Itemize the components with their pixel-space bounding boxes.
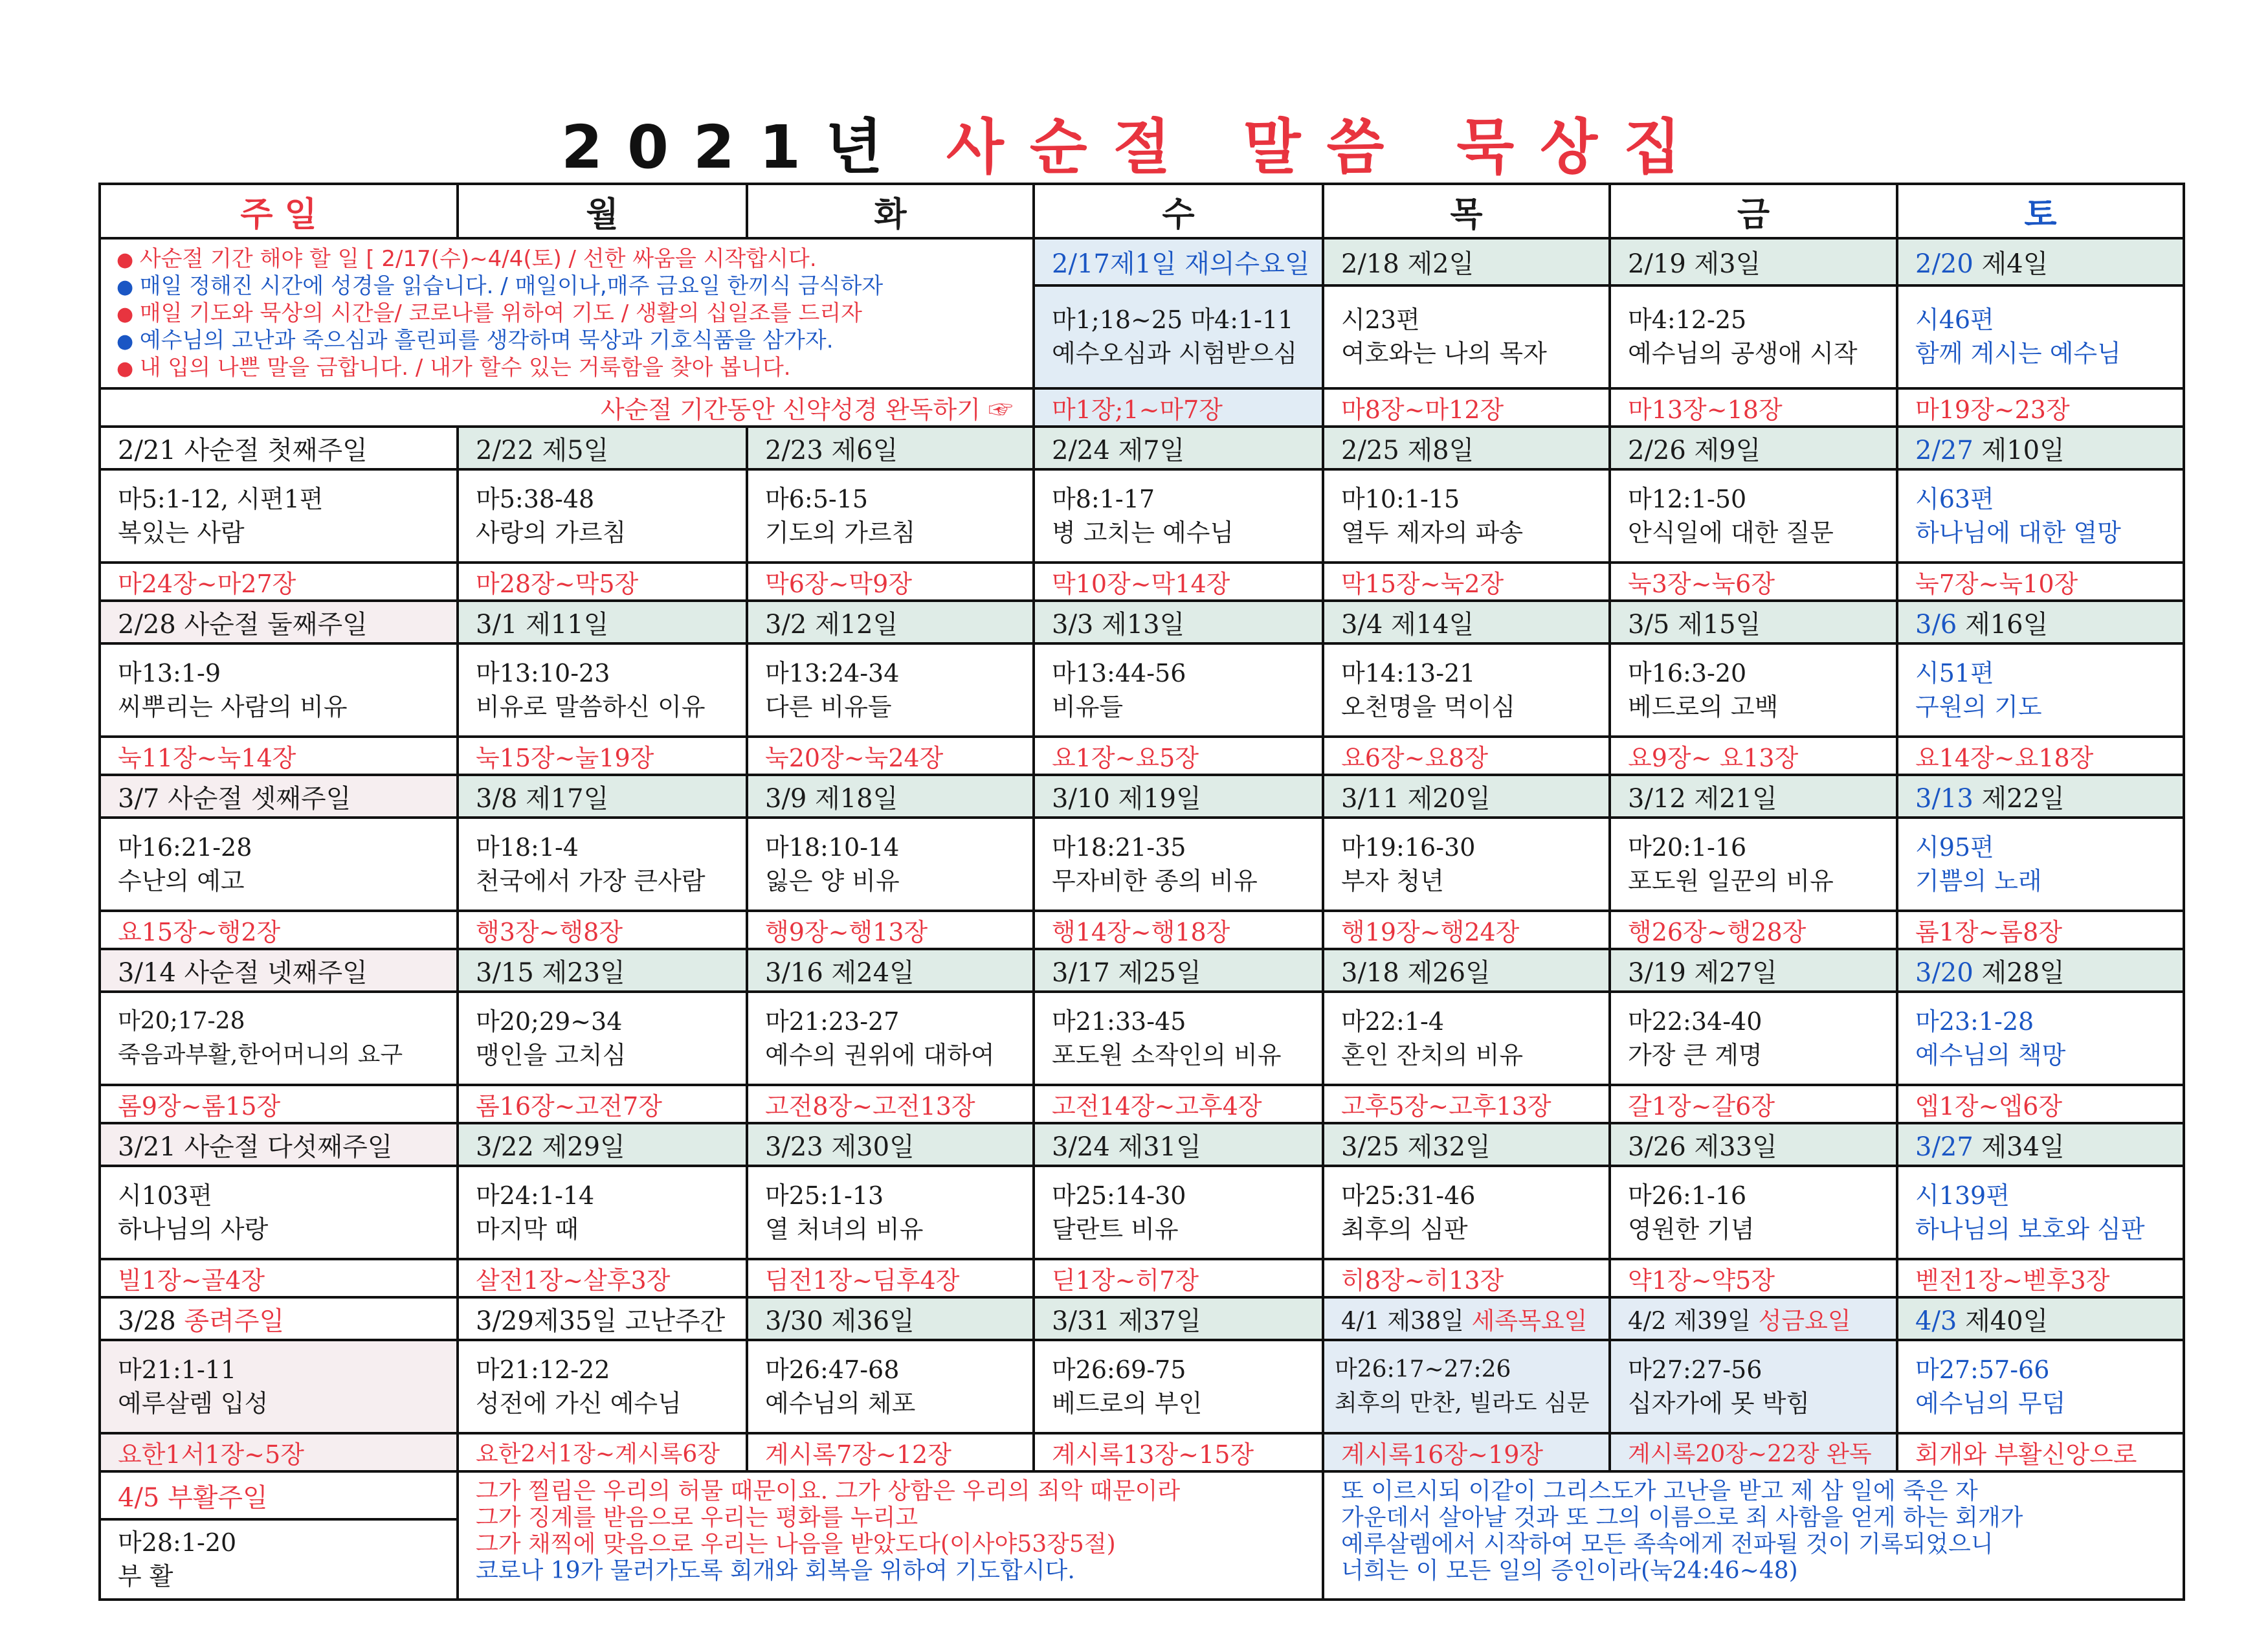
day-head: 3/21 사순절 다섯째주일 (100, 1123, 458, 1166)
day-head: 2/24 제7일 (1034, 427, 1323, 469)
day-reading: 히8장~히13장 (1323, 1259, 1610, 1297)
day-reading: 요1장~요5장 (1034, 737, 1323, 775)
day-content: 마20:1-16 포도원 일꾼의 비유 (1610, 818, 1897, 911)
day-head: 3/15 제23일 (458, 949, 747, 992)
day-reading: 약1장~약5장 (1610, 1259, 1897, 1297)
day-head: 3/14 사순절 넷째주일 (100, 949, 458, 992)
day-content: 시51편 구원의 기도 (1897, 643, 2184, 737)
day-content: 마26:1-16 영원한 기념 (1610, 1166, 1897, 1259)
day-head: 3/26 제33일 (1610, 1123, 1897, 1166)
day-head: 3/25 제32일 (1323, 1123, 1610, 1166)
day-head: 3/9 제18일 (747, 775, 1034, 818)
day-head: 3/17 제25일 (1034, 949, 1323, 992)
day-content: 마21:23-27 예수의 권위에 대하여 (747, 992, 1034, 1085)
day-reading: 눅11장~눅14장 (100, 737, 458, 775)
day-content: 마12:1-50 안식일에 대한 질문 (1610, 469, 1897, 563)
day-reading: 눅7장~눅10장 (1897, 563, 2184, 601)
day-content: 마6:5-15 기도의 가르침 (747, 469, 1034, 563)
day-reading: 요한1서1장~5장 (100, 1433, 458, 1471)
day-reading: 고전14장~고후4장 (1034, 1085, 1323, 1123)
day-reading: 요15장~행2장 (100, 911, 458, 949)
day-reading: 회개와 부활신앙으로 (1897, 1433, 2184, 1471)
day-head: 3/16 제24일 (747, 949, 1034, 992)
day-reading: 막15장~눅2장 (1323, 563, 1610, 601)
day-content: 마18:21-35 무자비한 종의 비유 (1034, 818, 1323, 911)
luke-verse: 또 이르시되 이같이 그리스도가 고난을 받고 제 삼 일에 죽은 자 가운데서 살아날 것과 또 그의 이름으로 죄 사함을 얻게 하는 회개가 예루살렘에서 시작하여 모든 족속에게 전파될 것이 기록되었으니 너희는 이 모든 일의 증인이라(눅24:46~48) (1323, 1471, 2184, 1600)
day-content: 마26:47-68 예수님의 체포 (747, 1340, 1034, 1433)
day-reading: 살전1장~살후3장 (458, 1259, 747, 1297)
day-reading: 계시록20장~22장 완독 (1610, 1433, 1897, 1471)
day-head: 3/24 제31일 (1034, 1123, 1323, 1166)
day-head: 3/11 제20일 (1323, 775, 1610, 818)
day-reading: 눅20장~눅24장 (747, 737, 1034, 775)
day-reading: 행9장~행13장 (747, 911, 1034, 949)
weekday-thu: 목 (1323, 184, 1610, 238)
day-content: 마18:10-14 잃은 양 비유 (747, 818, 1034, 911)
day-content: 마13:1-9 씨뿌리는 사람의 비유 (100, 643, 458, 737)
day-reading: 롬16장~고전7장 (458, 1085, 747, 1123)
weekday-sat: 토 (1897, 184, 2184, 238)
day-reading: 마1장;1~마7장 (1034, 388, 1323, 427)
day-head: 3/27 제34일 (1897, 1123, 2184, 1166)
note-item: ● 매일 정해진 시간에 성경을 읽습니다. / 매일이나,매주 금요일 한끼식 금식하자 (117, 273, 884, 299)
day-content: 시63편 하나님에 대한 열망 (1897, 469, 2184, 563)
day-content: 마21:12-22 성전에 가신 예수님 (458, 1340, 747, 1433)
day-head: 3/22 제29일 (458, 1123, 747, 1166)
day-content: 마27:27-56 십자가에 못 박힘 (1610, 1340, 1897, 1433)
day-head: 2/21 사순절 첫째주일 (100, 427, 458, 469)
day-content: 마23:1-28 예수님의 책망 (1897, 992, 2184, 1085)
day-head: 2/17제1일 재의수요일 (1034, 238, 1323, 285)
day-reading: 고전8장~고전13장 (747, 1085, 1034, 1123)
weekday-sun: 주 일 (100, 184, 458, 238)
day-reading: 요9장~ 요13장 (1610, 737, 1897, 775)
day-reading: 롬1장~롬8장 (1897, 911, 2184, 949)
note-item: ● 매일 기도와 묵상의 시간을/ 코로나를 위하여 기도 / 생활의 십일조를 드리자 (117, 300, 863, 326)
day-reading: 딤전1장~딤후4장 (747, 1259, 1034, 1297)
isaiah-verse: 그가 찔림은 우리의 허물 때문이요. 그가 상함은 우리의 죄악 때문이라 그가 징계를 받음으로 우리는 평화를 누리고 그가 채찍에 맞음으로 우리는 나음을 받았도다(이사야53장5절) 코로나 19가 물러가도록 회개와 회복을 위하여 기도합시다. (458, 1471, 1323, 1600)
weekday-header (100, 184, 2184, 238)
corona-prayer: 코로나 19가 물러가도록 회개와 회복을 위하여 기도합시다. (476, 1557, 1075, 1584)
day-reading: 엡1장~엡6장 (1897, 1085, 2184, 1123)
day-head: 3/31 제37일 (1034, 1297, 1323, 1340)
day-head: 3/29제35일 고난주간 (458, 1297, 747, 1340)
day-reading: 요한2서1장~계시록6장 (458, 1433, 747, 1471)
day-content: 마25:14-30 달란트 비유 (1034, 1166, 1323, 1259)
weekday-tue: 화 (747, 184, 1034, 238)
day-content: 마13:10-23 비유로 말씀하신 이유 (458, 643, 747, 737)
day-content: 마16:21-28 수난의 예고 (100, 818, 458, 911)
day-content: 마21:1-11 예루살렘 입성 (100, 1340, 458, 1433)
day-content: 마1;18~25 마4:1-11 예수오심과 시험받으심 (1034, 285, 1323, 388)
day-head: 3/23 제30일 (747, 1123, 1034, 1166)
day-head: 3/8 제17일 (458, 775, 747, 818)
day-reading: 마28장~막5장 (458, 563, 747, 601)
day-content: 마21:33-45 포도원 소작인의 비유 (1034, 992, 1323, 1085)
note-item: ● 사순절 기간 해야 할 일 [ 2/17(수)~4/4(토) / 선한 싸움을 시작합시다. (117, 246, 817, 272)
lent-instructions (100, 238, 1034, 388)
day-content: 마25:31-46 최후의 심판 (1323, 1166, 1610, 1259)
day-content: 마22:34-40 가장 큰 계명 (1610, 992, 1897, 1085)
day-reading: 마8장~마12장 (1323, 388, 1610, 427)
day-head: 2/20 제4일 (1897, 238, 2184, 285)
day-content: 마22:1-4 혼인 잔치의 비유 (1323, 992, 1610, 1085)
day-reading: 마19장~23장 (1897, 388, 2184, 427)
day-head: 3/2 제12일 (747, 601, 1034, 643)
day-reading: 요14장~요18장 (1897, 737, 2184, 775)
reading-goal: 사순절 기간동안 신약성경 완독하기 ☞ (100, 388, 1034, 427)
day-head: 3/18 제26일 (1323, 949, 1610, 992)
day-content: 마16:3-20 베드로의 고백 (1610, 643, 1897, 737)
day-content: 마26:69-75 베드로의 부인 (1034, 1340, 1323, 1433)
lent-calendar (98, 183, 2185, 1601)
note-item: ● 내 입의 나쁜 말을 금합니다. / 내가 할수 있는 거룩함을 찾아 봅니다. (117, 355, 791, 381)
day-head: 3/5 제15일 (1610, 601, 1897, 643)
day-head: 4/3 제40일 (1897, 1297, 2184, 1340)
day-head: 3/30 제36일 (747, 1297, 1034, 1340)
day-reading: 막6장~막9장 (747, 563, 1034, 601)
day-reading: 마24장~마27장 (100, 563, 458, 601)
day-reading: 마13장~18장 (1610, 388, 1897, 427)
day-head: 3/13 제22일 (1897, 775, 2184, 818)
day-reading: 갈1장~갈6장 (1610, 1085, 1897, 1123)
day-head: 2/19 제3일 (1610, 238, 1897, 285)
day-head: 3/10 제19일 (1034, 775, 1323, 818)
day-reading: 롬9장~롬15장 (100, 1085, 458, 1123)
day-head: 4/2 제39일 성금요일 (1610, 1297, 1897, 1340)
day-reading: 벧전1장~벧후3장 (1897, 1259, 2184, 1297)
day-head: 3/20 제28일 (1897, 949, 2184, 992)
day-content: 마5:1-12, 시편1편 복있는 사람 (100, 469, 458, 563)
day-reading: 고후5장~고후13장 (1323, 1085, 1610, 1123)
day-head: 2/25 제8일 (1323, 427, 1610, 469)
day-content: 마13:24-34 다른 비유들 (747, 643, 1034, 737)
day-content: 마25:1-13 열 처녀의 비유 (747, 1166, 1034, 1259)
note-item: ● 예수님의 고난과 죽으심과 흘린피를 생각하며 묵상과 기호식품을 삼가자. (117, 328, 834, 353)
day-head: 3/19 제27일 (1610, 949, 1897, 992)
title-name: 사순절 말씀 묵상집 (946, 113, 1707, 182)
day-content: 마18:1-4 천국에서 가장 큰사람 (458, 818, 747, 911)
page-title (0, 109, 2268, 186)
day-reading: 행19장~행24장 (1323, 911, 1610, 949)
day-content: 마14:13-21 오천명을 먹이심 (1323, 643, 1610, 737)
weekday-fri: 금 (1610, 184, 1897, 238)
day-head: 2/28 사순절 둘째주일 (100, 601, 458, 643)
day-reading: 계시록13장~15장 (1034, 1433, 1323, 1471)
day-content: 마24:1-14 마지막 때 (458, 1166, 747, 1259)
day-content: 마20;29~34 맹인을 고치심 (458, 992, 747, 1085)
day-content: 마8:1-17 병 고치는 예수님 (1034, 469, 1323, 563)
day-reading: 행3장~행8장 (458, 911, 747, 949)
day-head: 4/1 제38일 세족목요일 (1323, 1297, 1610, 1340)
day-head: 2/18 제2일 (1323, 238, 1610, 285)
day-reading: 눅15장~눌19장 (458, 737, 747, 775)
day-content: 마4:12-25 예수님의 공생애 시작 (1610, 285, 1897, 388)
day-content: 마27:57-66 예수님의 무덤 (1897, 1340, 2184, 1433)
weekday-wed: 수 (1034, 184, 1323, 238)
day-content: 시139편 하나님의 보호와 심판 (1897, 1166, 2184, 1259)
day-content: 시103편 하나님의 사랑 (100, 1166, 458, 1259)
title-year: 2021년 (561, 113, 907, 182)
day-reading: 계시록16장~19장 (1323, 1433, 1610, 1471)
day-reading: 행14장~행18장 (1034, 911, 1323, 949)
day-head: 2/26 제9일 (1610, 427, 1897, 469)
weekday-mon: 월 (458, 184, 747, 238)
day-content: 시23편 여호와는 나의 목자 (1323, 285, 1610, 388)
day-reading: 요6장~요8장 (1323, 737, 1610, 775)
day-reading: 딛1장~히7장 (1034, 1259, 1323, 1297)
day-reading: 막10장~막14장 (1034, 563, 1323, 601)
day-head: 3/12 제21일 (1610, 775, 1897, 818)
day-head: 3/3 제13일 (1034, 601, 1323, 643)
day-content: 마19:16-30 부자 청년 (1323, 818, 1610, 911)
day-head: 3/7 사순절 셋째주일 (100, 775, 458, 818)
day-reading: 계시록7장~12장 (747, 1433, 1034, 1471)
day-content: 마26:17~27:26 최후의 만찬, 빌라도 심문 (1323, 1340, 1610, 1433)
day-head: 3/1 제11일 (458, 601, 747, 643)
day-head: 2/27 제10일 (1897, 427, 2184, 469)
day-content: 시95편 기쁨의 노래 (1897, 818, 2184, 911)
day-reading: 눅3장~눅6장 (1610, 563, 1897, 601)
day-head: 3/6 제16일 (1897, 601, 2184, 643)
easter-head: 4/5 부활주일 (100, 1471, 458, 1519)
day-head: 3/4 제14일 (1323, 601, 1610, 643)
day-content: 시46편 함께 계시는 예수님 (1897, 285, 2184, 388)
day-content: 마20;17-28 죽음과부활,한어머니의 요구 (100, 992, 458, 1085)
day-head: 2/22 제5일 (458, 427, 747, 469)
day-content: 마10:1-15 열두 제자의 파송 (1323, 469, 1610, 563)
day-content: 마13:44-56 비유들 (1034, 643, 1323, 737)
day-head: 3/28 종려주일 (100, 1297, 458, 1340)
day-reading: 빌1장~골4장 (100, 1259, 458, 1297)
day-reading: 행26장~행28장 (1610, 911, 1897, 949)
day-head: 2/23 제6일 (747, 427, 1034, 469)
day-content: 마5:38-48 사랑의 가르침 (458, 469, 747, 563)
easter-content: 마28:1-20 부 활 (100, 1519, 458, 1600)
